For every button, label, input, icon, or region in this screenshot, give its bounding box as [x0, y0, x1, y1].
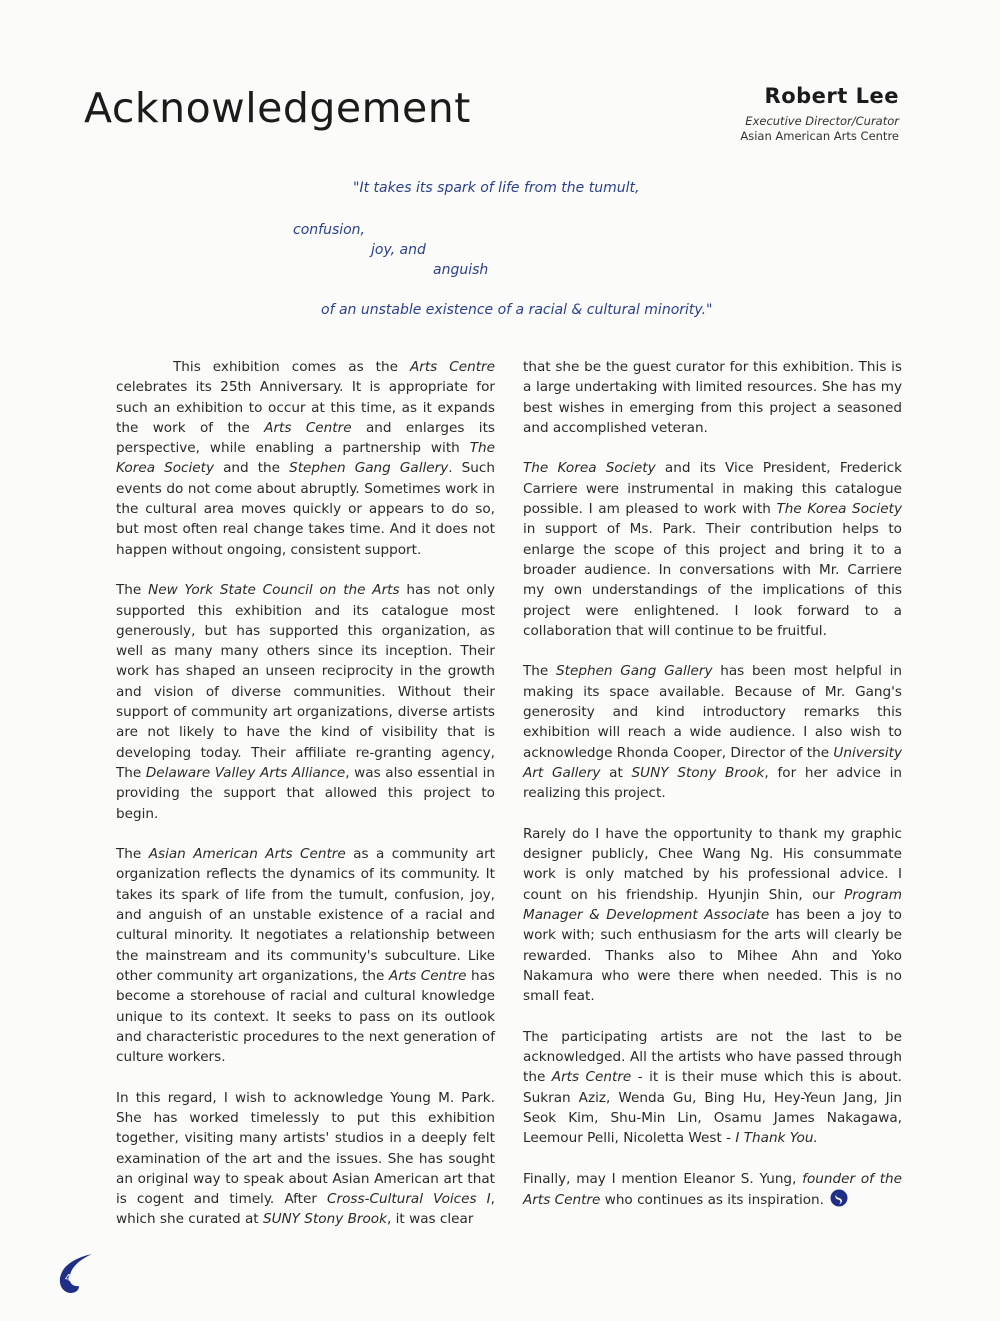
- page-title: Acknowledgement: [84, 84, 471, 132]
- author-org: Asian American Arts Centre: [740, 129, 899, 143]
- quote-line-3: joy, and: [371, 242, 426, 258]
- author-name: Robert Lee: [764, 84, 899, 108]
- page-number: 4: [64, 1273, 72, 1284]
- paragraph-10: Finally, may I mention Eleanor S. Yung, founder of the Arts Centre who continues as its inspiration.: [523, 1169, 902, 1214]
- paragraph-6: The Korea Society and its Vice President, Frederick Carriere were instrumental in making this catalogue possible. I am pleased to work with The Korea Society in support of Ms. Park. Their contribution helps to enlarge the scope of this project and bring it to a broader audience. In conversations with Mr. Carriere my own understandings of the implications of this project were enlightened. I look forward to a collaboration that will continue to be fruitful.: [523, 460, 903, 639]
- paragraph-5: that she be the guest curator for this exhibition. This is a large undertaking with limited resources. She has my best wishes in emerging from this project a seasoned and accomplished veteran.: [523, 359, 902, 436]
- author-block: [740, 84, 899, 143]
- quote-line-5: of an unstable existence of a racial & cultural minority.": [321, 302, 713, 318]
- paragraph-7: The Stephen Gang Gallery has been most helpful in making its space available. Because of Mr. Gang's generosity and kind introductory remarks this exhibition will reach a wide audience. I also wish to acknowledge Rhonda Cooper, Director of the University Art Gallery at SUNY Stony Brook, for her advice in realizing this project.: [523, 663, 902, 802]
- quote-line-4: anguish: [433, 262, 489, 278]
- paragraph-1: This exhibition comes as the Arts Centre celebrates its 25th Anniversary. It is appropriate for such an exhibition to occur at this time, as it expands the work of the Arts Centre and enlarges its perspective, while enabling a partnership with The Korea Society and the Stephen Gang Gallery. Such events do not come about abruptly. Sometimes work in the cultural area moves quickly or appears to do so, but most often real change takes time. And it does not happen without ongoing, consistent support.: [116, 359, 495, 558]
- paragraph-4: In this regard, I wish to acknowledge Young M. Park. She has worked timelessly to put this exhibition together, visiting many artists' studios in a deeply felt examination of the art and the issues. She has sought an original way to speak about Asian American art that is cogent and timely. After Cross-Cultural Voices I, which she curated at SUNY Stony Brook, it was clear: [116, 1089, 495, 1228]
- left-column: [116, 357, 495, 1250]
- paragraph-9: The participating artists are not the last to be acknowledged. All the artists who have passed through the Arts Centre - it is their muse which this is about. Sukran Aziz, Wenda Gu, Bing Hu, Hey-Yeun Jang, Jin Seok Kim, Shu-Min Lin, Osamu James Nakagawa, Leemour Pelli, Nicoletta West - I Thank You.: [523, 1028, 903, 1147]
- quote-line-1: "It takes its spark of life from the tumult,: [353, 180, 640, 196]
- paragraph-8: Rarely do I have the opportunity to thank my graphic designer publicly, Chee Wang Ng. His consummate work is only matched by his professional advice. I count on his friendship. Hyunjin Shin, our Program Manager & Development Associate has been a joy to work with; such enthusiasm for the arts will clearly be rewarded. Thanks also to Mihee Ahn and Yoko Nakamura who were there when needed. This is no small feat.: [523, 825, 902, 1005]
- paragraph-3: The Asian American Arts Centre as a community art organization reflects the dynamics of its community. It takes its spark of life from the tumult, confusion, joy, and anguish of an unstable existence of a racial and cultural minority. It negotiates a relationship between the mainstream and its community's subculture. Like other community art organizations, the Arts Centre has become a storehouse of racial and cultural knowledge unique to its context. It seeks to pass on its outlook and characteristic procedures to the next generation of culture workers.: [116, 846, 496, 1066]
- quote-line-2: confusion,: [293, 222, 366, 238]
- author-role: Executive Director/Curator: [745, 114, 899, 128]
- swirl-logo-icon: [830, 1189, 848, 1213]
- right-column: [523, 357, 902, 1234]
- paragraph-2: The New York State Council on the Arts has not only supported this exhibition and its catalogue most generously, but has supported this organization, as well as many many others since its inception. Their work has shaped an unseen reciprocity in the growth and vision of diverse communities. Without their support of community art organizations, diverse artists are not likely to have the kind of visibility that is developing today. Their affiliate re-granting agency, The Delaware Valley Arts Alliance, was also essential in providing the support that allowed this project to begin.: [116, 582, 495, 822]
